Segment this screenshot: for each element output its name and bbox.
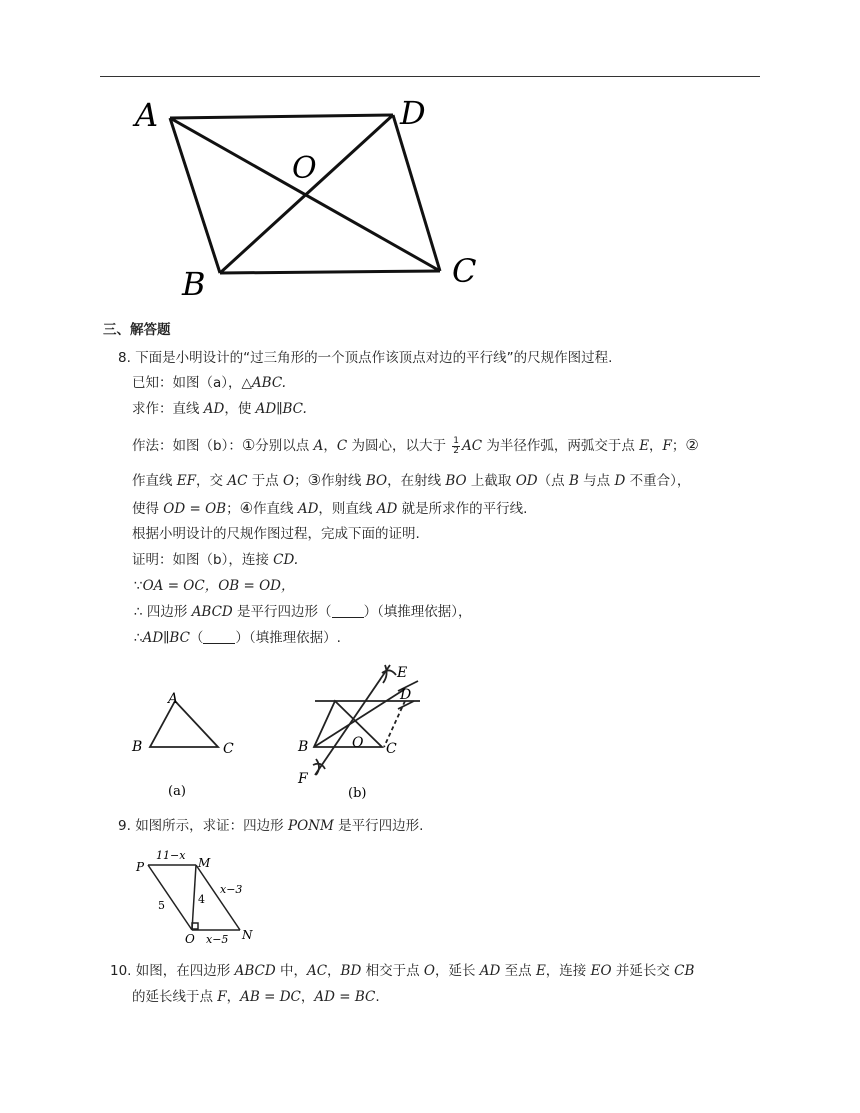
parallelogram-figure (125, 90, 495, 305)
fig-b-label-C: C (386, 741, 397, 757)
q9-line: 9. 如图所示，求证：四边形 PONM 是平行四边形. (118, 818, 424, 834)
q8-method-line3: 使得 OD = OB；④作直线 AD，则直线 AD 就是所求作的平行线. (132, 499, 528, 517)
answer-blank-1[interactable] (332, 605, 364, 618)
fig9-label-O: O (185, 932, 195, 945)
fig-a-caption: (a) (168, 784, 186, 799)
fig9-right-length: x−3 (220, 883, 243, 896)
fig9-label-P: P (136, 860, 145, 874)
construction-figures (120, 655, 440, 805)
q8-therefore2: ∴AD∥BC（ ）（填推理依据）. (134, 630, 341, 646)
fig-a-label-A: A (168, 691, 179, 707)
circled-3: ③ (307, 471, 322, 489)
fig9-label-M: M (198, 856, 211, 870)
q8-method-line1: 作法：如图（b）：①分别以点 A，C 为圆心，以大于 $\frac{1}{2}$ AC 为半径作弧，两弧交于点 E，F；② (132, 435, 699, 456)
q10-line1: 10. 如图，在四边形 ABCD 中，AC，BD 相交于点 O，延长 AD 至点 E，连接 EO 并延长交 CB (110, 963, 695, 979)
q9-number: 9. (118, 818, 131, 834)
fig9-mid-length: 4 (198, 893, 205, 906)
label-D: D (400, 94, 426, 132)
quadrilateral-PONM-figure (130, 845, 265, 945)
q8-method-line2: 作直线 EF，交 AC 于点 O；③作射线 BO，在射线 BO 上截取 OD（点 B 与点 D 不重合）， (132, 471, 691, 489)
fig-a-label-B: B (132, 739, 143, 755)
fig-b-label-E: E (397, 665, 408, 681)
label-B: B (182, 265, 206, 303)
q8-seek: 求作：直线 AD，使 AD∥BC. (132, 401, 307, 417)
fraction-half: $\frac{1}{2}$ (453, 435, 459, 456)
q8-complete: 根据小明设计的尺规作图过程，完成下面的证明. (132, 526, 420, 542)
q8-number: 8. (118, 350, 131, 366)
q8-therefore1: ∴ 四边形 ABCD 是平行四边形（ ）（填推理依据）， (134, 604, 472, 620)
label-C: C (452, 252, 477, 290)
circled-2: ② (685, 436, 699, 454)
q8-given: 已知：如图（a），△ABC. (132, 375, 286, 391)
circled-4: ④ (239, 499, 254, 517)
q8-because: ∵OA = OC，OB = OD， (134, 578, 295, 594)
label-A: A (135, 96, 159, 134)
fig9-top-length: 11−x (156, 849, 186, 862)
q10-line2: 的延长线于点 F，AB = DC，AD = BC. (132, 989, 380, 1005)
fig9-label-N: N (242, 928, 253, 942)
fig-b-label-B: B (298, 739, 309, 755)
fig-a-label-C: C (223, 741, 234, 757)
fig9-left-length: 5 (158, 899, 165, 912)
label-O: O (292, 151, 317, 186)
fig-b-label-D: D (400, 687, 412, 703)
section-title: 三、解答题 (103, 322, 171, 338)
fig-b-label-O: O (352, 735, 364, 751)
fig-b-caption: (b) (348, 786, 367, 801)
q10-number: 10. (110, 963, 132, 979)
fig-b-label-F: F (298, 771, 308, 787)
fig9-bottom-length: x−5 (206, 933, 229, 945)
circled-1: ① (241, 436, 256, 454)
header-rule (100, 76, 760, 77)
q8-proof: 证明：如图（b），连接 CD. (132, 552, 299, 568)
q8-line1: 8. 下面是小明设计的“过三角形的一个顶点作该顶点对边的平行线”的尺规作图过程. (118, 350, 613, 366)
answer-blank-2[interactable] (203, 631, 235, 644)
